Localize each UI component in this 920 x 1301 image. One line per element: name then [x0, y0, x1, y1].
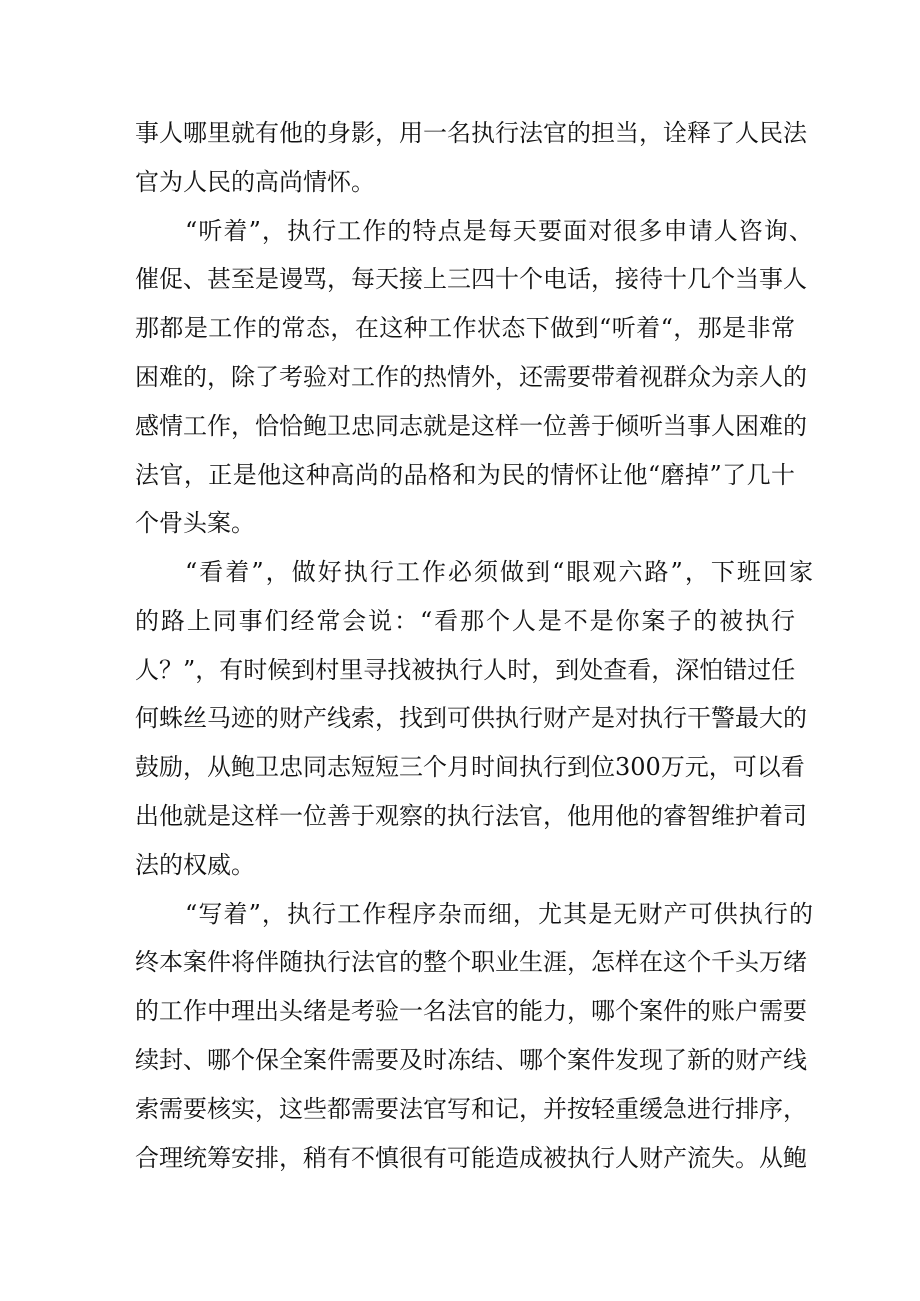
- text-line: 困难的，除了考验对工作的热情外，还需要带着视群众为亲人的: [135, 363, 807, 391]
- text-line: 终本案件将伴随执行法官的整个职业生涯，怎样在这个千头万绪: [135, 948, 807, 976]
- text-line: 索需要核实，这些都需要法官写和记，并按轻重缓急进行排序，: [135, 1095, 807, 1123]
- text-line: 的路上同事们经常会说：“看那个人是不是你案子的被执行: [135, 607, 795, 635]
- text-line: 何蛛丝马迹的财产线索，找到可供执行财产是对执行干警最大的: [135, 704, 807, 732]
- text-line: 催促、甚至是谩骂，每天接上三四十个电话，接待十几个当事人: [135, 265, 807, 293]
- text-line: 那都是工作的常态，在这种工作状态下做到“听着“，那是非常: [135, 314, 795, 342]
- text-line: 法官，正是他这种高尚的品格和为民的情怀让他“磨掉”了几十: [135, 461, 795, 489]
- text-line: 的工作中理出头绪是考验一名法官的能力，哪个案件的账户需要: [135, 997, 807, 1025]
- text-line: “看着”，做好执行工作必须做到“眼观六路”，下班回家: [185, 558, 813, 586]
- text-line: “听着”，执行工作的特点是每天要面对很多申请人咨询、: [185, 217, 813, 245]
- text-line: 鼓励，从鲍卫忠同志短短三个月时间执行到位300万元，可以看: [135, 753, 805, 781]
- text-line: 官为人民的高尚情怀。: [135, 168, 375, 196]
- text-line: 续封、哪个保全案件需要及时冻结、哪个案件发现了新的财产线: [135, 1046, 807, 1074]
- text-line: 个骨头案。: [135, 509, 255, 537]
- text-line: 人？”，有时候到村里寻找被执行人时，到处查看，深怕错过任: [135, 656, 796, 684]
- text-line: 事人哪里就有他的身影，用一名执行法官的担当，诠释了人民法: [135, 119, 807, 147]
- text-line: “写着”，执行工作程序杂而细，尤其是无财产可供执行的: [185, 900, 813, 928]
- text-line: 法的权威。: [135, 851, 255, 879]
- text-line: 感情工作，恰恰鲍卫忠同志就是这样一位善于倾听当事人困难的: [135, 412, 807, 440]
- text-line: 出他就是这样一位善于观察的执行法官，他用他的睿智维护着司: [135, 802, 807, 830]
- text-line: 合理统筹安排，稍有不慎很有可能造成被执行人财产流失。从鲍: [135, 1144, 807, 1172]
